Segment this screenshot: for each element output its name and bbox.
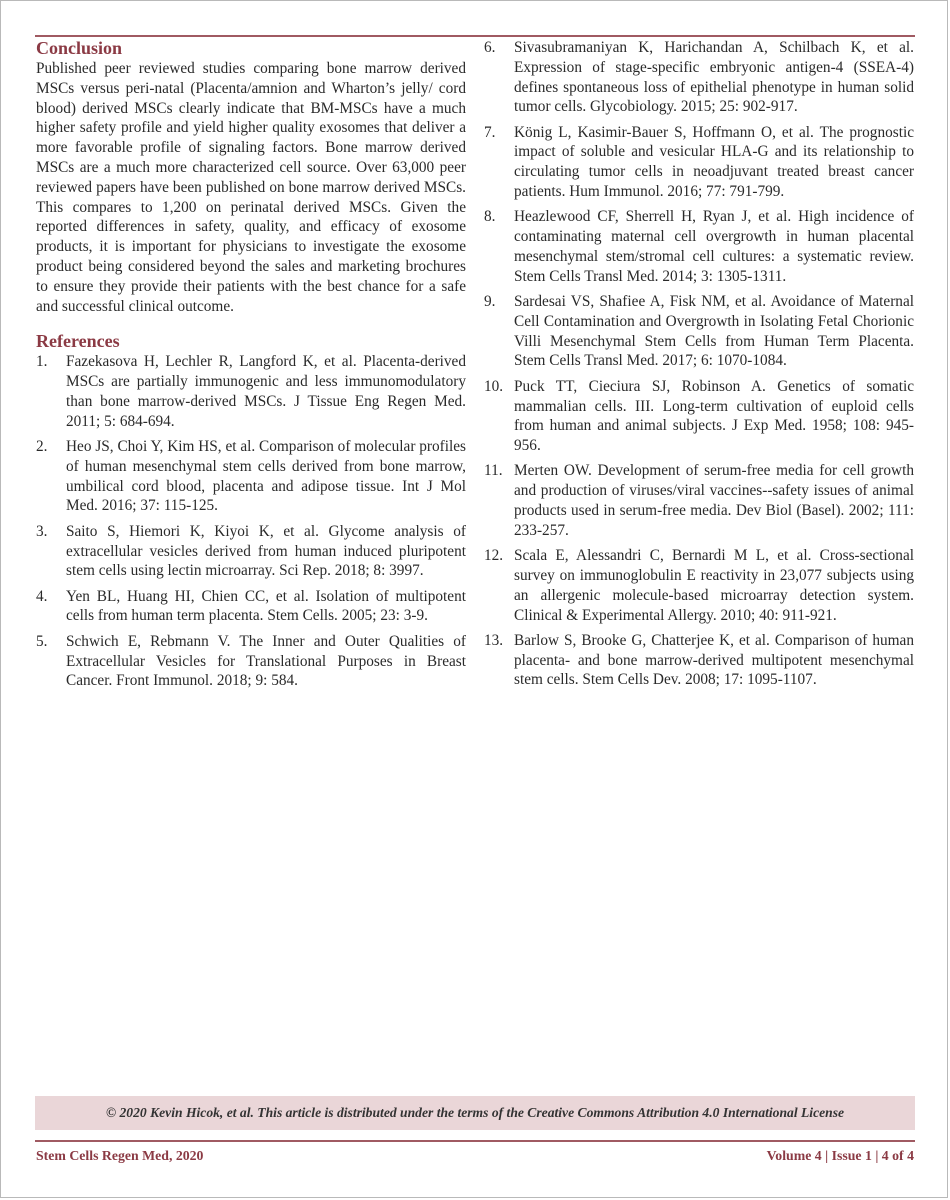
reference-number: 3.	[36, 522, 48, 540]
reference-text: Barlow S, Brooke G, Chatterjee K, et al. Comparison of human placenta- and bone marrow-derived multipotent mesenchymal stem cells. Stem Cells Dev. 2008; 17: 1095-1107.	[514, 631, 914, 689]
right-column	[484, 38, 914, 696]
reference-item	[36, 587, 466, 627]
left-column	[36, 38, 466, 697]
reference-text: Schwich E, Rebmann V. The Inner and Outer Qualities of Extracellular Vesicles for Translational Purposes in Breast Cancer. Front Immunol. 2018; 9: 584.	[66, 632, 466, 690]
reference-number: 11.	[484, 462, 503, 480]
reference-number: 7.	[484, 123, 496, 141]
reference-item	[36, 437, 466, 516]
reference-item	[484, 123, 914, 202]
reference-item	[484, 38, 914, 117]
reference-number: 2.	[36, 438, 48, 456]
conclusion-heading: Conclusion	[36, 38, 123, 58]
reference-item	[484, 377, 914, 456]
reference-text: Heazlewood CF, Sherrell H, Ryan J, et al. High incidence of contaminating maternal cell overgrowth in human placental mesenchymal stem/stromal cell cultures: a systematic review. Stem Cells Transl Med. 2014; 3: 1305-1311.	[514, 208, 914, 285]
reference-text: Heo JS, Choi Y, Kim HS, et al. Comparison of molecular profiles of human mesenchymal stem cells derived from bone marrow, umbilical cord blood, placenta and adipose tissue. Int J Mol Med. 2016; 37: 115-125.	[66, 438, 466, 515]
top-rule	[35, 35, 915, 37]
reference-text: Fazekasova H, Lechler R, Langford K, et al. Placenta-derived MSCs are partially immunogenic and less immunomodulatory than bone marrow-derived MSCs. J Tissue Eng Regen Med. 2011; 5: 684-694.	[66, 353, 466, 430]
reference-number: 6.	[484, 39, 496, 56]
reference-text: Sardesai VS, Shafiee A, Fisk NM, et al. Avoidance of Maternal Cell Contamination and Overgrowth in Isolating Fetal Chorionic Villi Mesenchymal Stem Cells from Human Term Placenta. Stem Cells Transl Med. 2017; 6: 1070-1084.	[514, 293, 914, 370]
footer-journal: Stem Cells Regen Med, 2020	[36, 1148, 204, 1163]
footer-issue: Volume 4 | Issue 1 | 4 of 4	[766, 1148, 914, 1163]
reference-item	[484, 292, 914, 371]
conclusion-text: Published peer reviewed studies comparing bone marrow derived MSCs versus peri-natal (Placenta/amnion and Wharton’s jelly/ cord blood) derived MSCs clearly indicate that BM-MSCs have a much higher safety profile and yield higher quality exosomes that deliver a more favorable profile of signaling factors. Bone marrow derived MSCs are a much more characterized cell source. Over 63,000 peer reviewed papers have been published on bone marrow derived MSCs. This compares to 1,200 on perinatal derived MSCs. Given the reported differences in safety, quality, and efficacy of exosome products, it is important for physicians to investigate the exosome product being considered beyond the sales and marketing brochures to ensure they provide their patients with the best chance for a safe and successful clinical outcome.	[36, 60, 466, 315]
reference-item	[484, 546, 914, 625]
reference-text: Saito S, Hiemori K, Kiyoi K, et al. Glycome analysis of extracellular vesicles derived from human induced pluripotent stem cells using lectin microarray. Sci Rep. 2018; 8: 3997.	[66, 522, 466, 580]
reference-number: 9.	[484, 293, 496, 311]
reference-item	[36, 632, 466, 691]
bottom-rule	[35, 1140, 915, 1142]
reference-text: Merten OW. Development of serum-free media for cell growth and production of viruses/viral vaccines--safety issues of animal products used in serum-free media. Dev Biol (Basel). 2002; 111: 233-257.	[514, 462, 914, 539]
reference-item	[484, 631, 914, 690]
reference-text: Yen BL, Huang HI, Chien CC, et al. Isolation of multipotent cells from human term placenta. Stem Cells. 2005; 23: 3-9.	[66, 587, 466, 625]
reference-list-left	[36, 352, 466, 691]
references-heading: References	[36, 331, 120, 352]
reference-item	[36, 352, 466, 431]
reference-number: 12.	[484, 547, 504, 565]
reference-text: Puck TT, Cieciura SJ, Robinson A. Genetics of somatic mammalian cells. III. Long-term cultivation of euploid cells from human and animal subjects. J Exp Med. 1958; 108: 945-956.	[514, 377, 914, 455]
section-gap	[36, 316, 466, 331]
reference-number: 1.	[36, 353, 48, 371]
reference-number: 4.	[36, 587, 48, 605]
license-bar	[35, 1096, 915, 1130]
license-text: © 2020 Kevin Hicok, et al. This article is distributed under the terms of the Creative Commons Attribution 4.0 International License	[105, 1105, 845, 1120]
reference-number: 13.	[484, 631, 504, 649]
reference-item	[36, 522, 466, 581]
reference-number: 10.	[484, 377, 504, 395]
reference-text: König L, Kasimir-Bauer S, Hoffmann O, et al. The prognostic impact of soluble and vesicular HLA-G and its relationship to circulating tumor cells in neoadjuvant treated breast cancer patients. Hum Immunol. 2016; 77: 791-799.	[514, 123, 914, 201]
reference-item	[484, 207, 914, 286]
reference-text: Sivasubramaniyan K, Harichandan A, Schilbach K, et al. Expression of stage-specific embryonic antigen-4 (SSEA-4) defines spontaneous loss of epithelial phenotype in human solid tumor cells. Glycobiology. 2015; 25: 902-917.	[514, 39, 914, 116]
reference-item	[484, 461, 914, 540]
reference-list-right	[484, 38, 914, 690]
reference-number: 8.	[484, 208, 496, 226]
reference-number: 5.	[36, 632, 48, 650]
reference-text: Scala E, Alessandri C, Bernardi M L, et al. Cross-sectional survey on immunoglobulin E reactivity in 23,077 subjects using an allergenic molecule-based microarray detection system. Clinical & Experimental Allergy. 2010; 40: 911-921.	[514, 547, 914, 624]
